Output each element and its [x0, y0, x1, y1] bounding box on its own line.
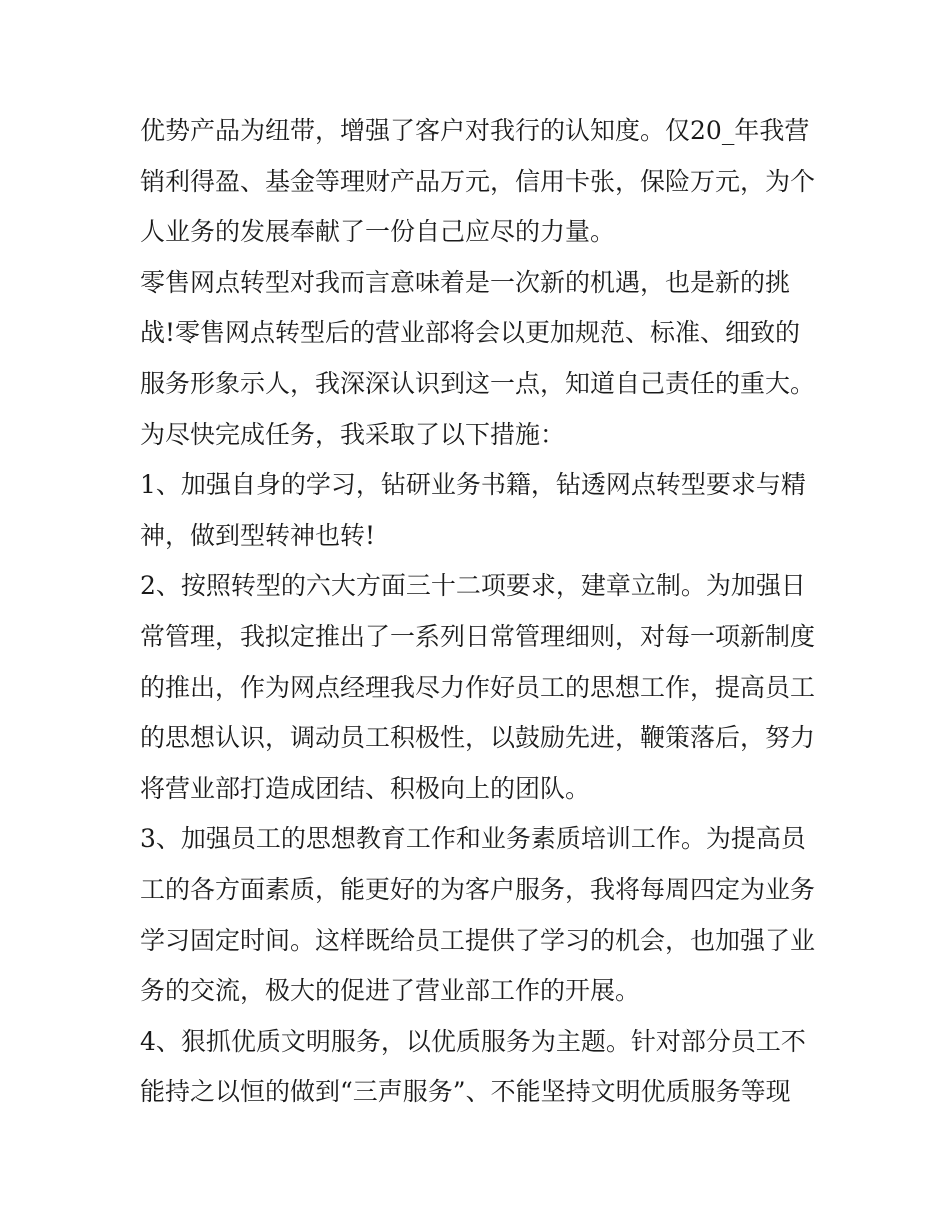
text-line: 的思想认识，调动员工积极性，以鼓励先进，鞭策落后，努力 — [140, 723, 816, 753]
text-line: 常管理，我拟定推出了一系列日常管理细则，对每一项新制度 — [140, 621, 816, 651]
text-line: 的推出，作为网点经理我尽力作好员工的思想工作，提高员工 — [140, 672, 816, 702]
text-line: 学习固定时间。这样既给员工提供了学习的机会，也加强了业 — [140, 925, 816, 955]
text-line: 1、加强自身的学习，钻研业务书籍，钻透网点转型要求与精 — [140, 470, 806, 500]
text-line: 销利得盈、基金等理财产品万元，信用卡张，保险万元，为个 — [140, 166, 816, 196]
body-text — [140, 106, 820, 1118]
text-line: 战!零售网点转型后的营业部将会以更加规范、标准、细致的 — [140, 318, 801, 348]
text-line: 零售网点转型对我而言意味着是一次新的机遇，也是新的挑 — [140, 267, 791, 297]
text-line: 人业务的发展奉献了一份自己应尽的力量。 — [140, 217, 616, 247]
text-line: 优势产品为纽带，增强了客户对我行的认知度。仅20_年我营 — [140, 116, 810, 145]
text-line: 能持之以恒的做到“三声服务”、不能坚持文明优质服务等现 — [140, 1077, 791, 1107]
text-line: 务的交流，极大的促进了营业部工作的开展。 — [140, 976, 641, 1006]
text-line: 4、狠抓优质文明服务，以优质服务为主题。针对部分员工不 — [140, 1026, 806, 1056]
text-line: 工的各方面素质，能更好的为客户服务，我将每周四定为业务 — [140, 874, 816, 904]
text-line: 3、加强员工的思想教育工作和业务素质培训工作。为提高员 — [140, 824, 806, 854]
text-line: 为尽快完成任务，我采取了以下措施： — [140, 419, 566, 449]
text-line: 服务形象示人，我深深认识到这一点，知道自己责任的重大。 — [140, 368, 816, 398]
text-line: 将营业部打造成团结、积极向上的团队。 — [140, 773, 591, 803]
text-line: 2、按照转型的六大方面三十二项要求，建章立制。为加强日 — [140, 571, 806, 601]
text-line: 神，做到型转神也转! — [140, 520, 376, 550]
